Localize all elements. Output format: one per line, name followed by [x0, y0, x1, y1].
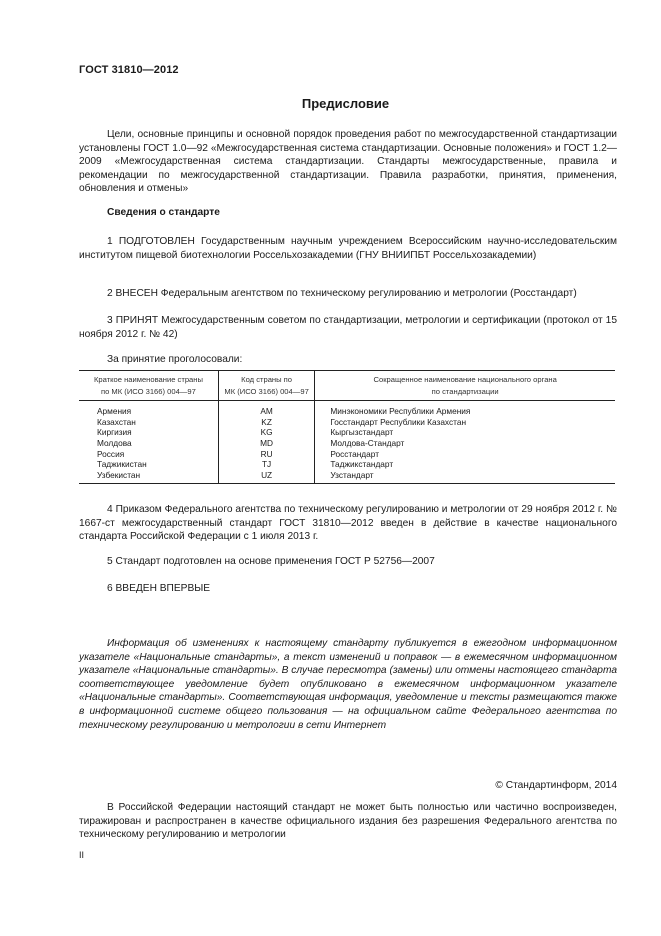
- item-introduced: 2 ВНЕСЕН Федеральным агентством по техническому регулированию и метрологии (Росстандарт): [107, 288, 577, 299]
- table-row: [79, 459, 615, 470]
- code-cell: TJ: [218, 459, 314, 470]
- copyright-notice: © Стандартинформ, 2014: [495, 780, 617, 791]
- code-cell: MD: [218, 438, 314, 449]
- document-code-header: ГОСТ 31810—2012: [79, 64, 179, 76]
- table-row: [79, 449, 615, 460]
- rights-notice: В Российской Федерации настоящий стандарт не может быть полностью или частично воспроизведен, тиражирован и распространен в качестве официального издания без разрешения Федерального агентства по техническому регулированию и метрологии: [79, 802, 617, 841]
- organization-cell: Госстандарт Республики Казахстан: [315, 417, 615, 428]
- table-row: [79, 470, 615, 484]
- page-number: II: [79, 850, 85, 860]
- country-cell: Молдова: [97, 437, 132, 448]
- country-cell: Россия: [97, 448, 125, 459]
- item-prepared: 1 ПОДГОТОВЛЕН Государственным научным учреждением Всероссийским научно-исследовательским институтом пищевой биотехнологии Россельхозакадемии (ГНУ ВНИИПБТ Россельхозакадемии): [79, 236, 617, 261]
- header-code: Код страны по МК (ИСО 3166) 004—97: [218, 371, 314, 401]
- voted-label: За принятие проголосовали:: [107, 354, 243, 365]
- organization-cell: Таджикстандарт: [315, 459, 615, 470]
- organization-cell: Минэкономики Республики Армения: [315, 401, 615, 417]
- item-enacted: 4 Приказом Федерального агентства по техническому регулированию и метрологии от 29 ноября 2012 г. № 1667-ст межгосударственный стандарт ГОСТ 31810—2012 введен в действие в качестве национального стандарта Российской Федерации с 1 июля 2013 г.: [79, 504, 617, 543]
- country-cell: Таджикистан: [97, 459, 147, 470]
- table-row: [79, 427, 615, 438]
- standard-info-heading: Сведения о стандарте: [107, 207, 220, 218]
- voting-table: [79, 370, 615, 484]
- page-title: Предисловие: [301, 96, 390, 111]
- item-adopted: 3 ПРИНЯТ Межгосударственным советом по стандартизации, метрологии и сертификации (протокол от 15 ноября 2012 г. № 42): [79, 315, 617, 340]
- item-basis: 5 Стандарт подготовлен на основе применения ГОСТ Р 52756—2007: [107, 556, 435, 567]
- code-cell: KZ: [218, 417, 314, 428]
- code-cell: UZ: [218, 470, 314, 484]
- code-cell: KG: [218, 427, 314, 438]
- table-row: [79, 438, 615, 449]
- country-cell: Казахстан: [97, 416, 136, 427]
- organization-cell: Узстандарт: [315, 470, 615, 484]
- header-organization: Сокращенное наименование национального органа по стандартизации: [315, 371, 615, 401]
- organization-cell: Росстандарт: [315, 449, 615, 460]
- changes-info-notice: Информация об изменениях к настоящему стандарту публикуется в ежегодном информационном указателе «Национальные стандарты», а текст изменений и поправок — в ежемесячном информационном указателе «Национальные стандарты». В случае пересмотра (замены) или отмены настоящего стандарта соответствующее уведомление будет опубликовано в ежемесячном информационном указателе «Национальные стандарты». Соответствующая информация, уведомление и тексты размещаются также в информационной системе общего пользования — на официальном сайте Федерального агентства по техническому регулированию и метрологии в сети Интернет: [79, 638, 617, 731]
- organization-cell: Кыргызстандарт: [315, 427, 615, 438]
- country-cell: Узбекистан: [79, 470, 218, 484]
- item-first-introduced: 6 ВВЕДЕН ВПЕРВЫЕ: [107, 583, 211, 594]
- header-country: Краткое наименование страны по МК (ИСО 3166) 004—97: [79, 371, 218, 401]
- code-cell: AM: [218, 401, 314, 417]
- country-cell: Киргизия: [97, 427, 132, 438]
- table-row: [79, 417, 615, 428]
- intro-paragraph: Цели, основные принципы и основной порядок проведения работ по межгосударственной стандартизации установлены ГОСТ 1.0—92 «Межгосударственная система стандартизации. Основные положения» и ГОСТ 1.2—2009 «Межгосударственная система стандартизации. Стандарты межгосударственные, правила и рекомендации по межгосударственной стандартизации. Правила разработки, принятия, применения, обновления и отмены»: [79, 129, 617, 195]
- organization-cell: Молдова-Стандарт: [315, 438, 615, 449]
- voting-table-header: [79, 371, 615, 401]
- table-row: [79, 401, 615, 417]
- code-cell: RU: [218, 449, 314, 460]
- country-cell: Армения: [97, 406, 132, 417]
